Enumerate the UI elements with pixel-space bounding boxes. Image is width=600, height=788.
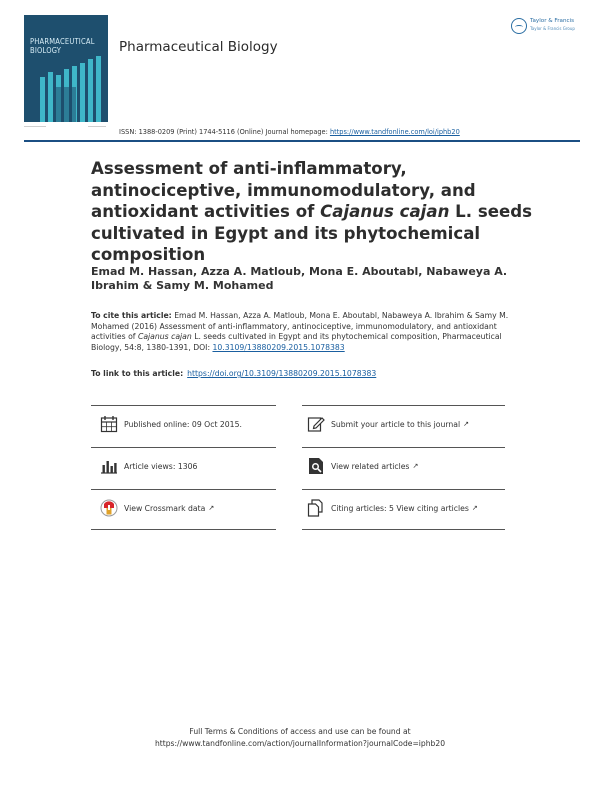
related-articles-link[interactable] <box>306 453 418 479</box>
cover-base <box>24 122 108 136</box>
article-title: Assessment of anti-inflammatory, antinociceptive, immunomodulatory, and antioxidant activities of Cajanus cajan L. seeds cultivated in Egypt and its phytochemical composition <box>91 159 532 264</box>
external-link-icon: ↗ <box>463 420 469 428</box>
journal-cover <box>24 15 108 122</box>
citing-articles-text: Citing articles: 5 View citing articles <box>331 503 469 513</box>
info-divider <box>91 447 276 448</box>
publisher-subtitle: Taylor & Francis Group <box>530 26 575 31</box>
related-articles-text: View related articles <box>331 461 410 471</box>
publisher-logo[interactable] <box>511 18 583 42</box>
header-divider <box>24 140 580 142</box>
article-views-text: Article views: 1306 <box>124 461 198 471</box>
crossmark-link[interactable] <box>99 495 214 521</box>
citation-block: To cite this article: Emad M. Hassan, Azza A. Matloub, Mona E. Aboutabl, Nabaweya A. Ibrahim & Samy M. Mohamed (2016) Assessment of anti-inflammatory, antinociceptive, immunomodulatory, and antioxidant activities of Cajanus cajan L. seeds cultivated in Egypt and its phytochemical composition, Pharmaceutical Biology, 54:8, 1380-1391, DOI: 10.3109/13880209.2015.1078383 <box>91 311 509 352</box>
related-search-icon <box>306 456 326 476</box>
citing-articles-link[interactable] <box>306 495 478 521</box>
journal-homepage-link[interactable]: https://www.tandfonline.com/loi/iphb20 <box>329 128 460 136</box>
issn-text: ISSN: 1388-0209 (Print) 1744-5116 (Online) Journal homepage: <box>119 128 330 136</box>
info-divider <box>302 405 505 406</box>
article-views <box>99 453 197 479</box>
edit-icon <box>306 414 326 434</box>
cover-title <box>30 37 95 55</box>
crossmark-icon <box>99 498 119 518</box>
article-link-label: To link to this article: <box>91 369 184 378</box>
cover-bars-graphic <box>24 15 108 122</box>
crossmark-text: View Crossmark data <box>124 503 206 513</box>
info-divider <box>302 529 505 530</box>
species-name: Cajanus cajan <box>320 202 450 221</box>
article-authors: Emad M. Hassan, Azza A. Matloub, Mona E. Aboutabl, Nabaweya A. Ibrahim & Samy M. Mohamed <box>91 265 508 292</box>
external-link-icon: ↗ <box>208 504 215 512</box>
doi-link[interactable]: 10.3109/13880209.2015.1078383 <box>212 342 345 352</box>
cover-title-line1: PHARMACEUTICAL <box>30 37 95 46</box>
terms-footer-link[interactable]: https://www.tandfonline.com/action/journalInformation?journalCode=iphb20 <box>154 738 446 748</box>
terms-footer-line1: Full Terms & Conditions of access and use can be found at <box>189 727 411 736</box>
publisher-name: Taylor & Francis <box>530 18 575 24</box>
bar-chart-icon <box>99 456 119 476</box>
cover-title-line2: BIOLOGY <box>30 46 62 55</box>
publisher-logo-icon <box>511 18 527 34</box>
issn-line <box>119 128 460 136</box>
external-link-icon: ↗ <box>412 462 419 470</box>
info-divider <box>302 447 505 448</box>
external-link-icon: ↗ <box>471 504 478 512</box>
terms-footer <box>0 726 600 749</box>
calendar-icon <box>99 414 119 434</box>
published-online <box>99 411 242 437</box>
published-text: Published online: 09 Oct 2015. <box>124 419 242 429</box>
info-divider <box>91 405 276 406</box>
citation-label: To cite this article: <box>91 311 172 320</box>
journal-name[interactable]: Pharmaceutical Biology <box>119 39 278 55</box>
submit-article-link[interactable] <box>306 411 469 437</box>
info-divider <box>91 489 276 490</box>
info-divider <box>91 529 276 530</box>
citing-articles-icon <box>306 498 326 518</box>
article-doi-url[interactable]: https://doi.org/10.3109/13880209.2015.1078383 <box>187 369 377 378</box>
submit-article-text: Submit your article to this journal <box>331 419 461 429</box>
article-link-line <box>91 369 376 378</box>
info-divider <box>302 489 505 490</box>
